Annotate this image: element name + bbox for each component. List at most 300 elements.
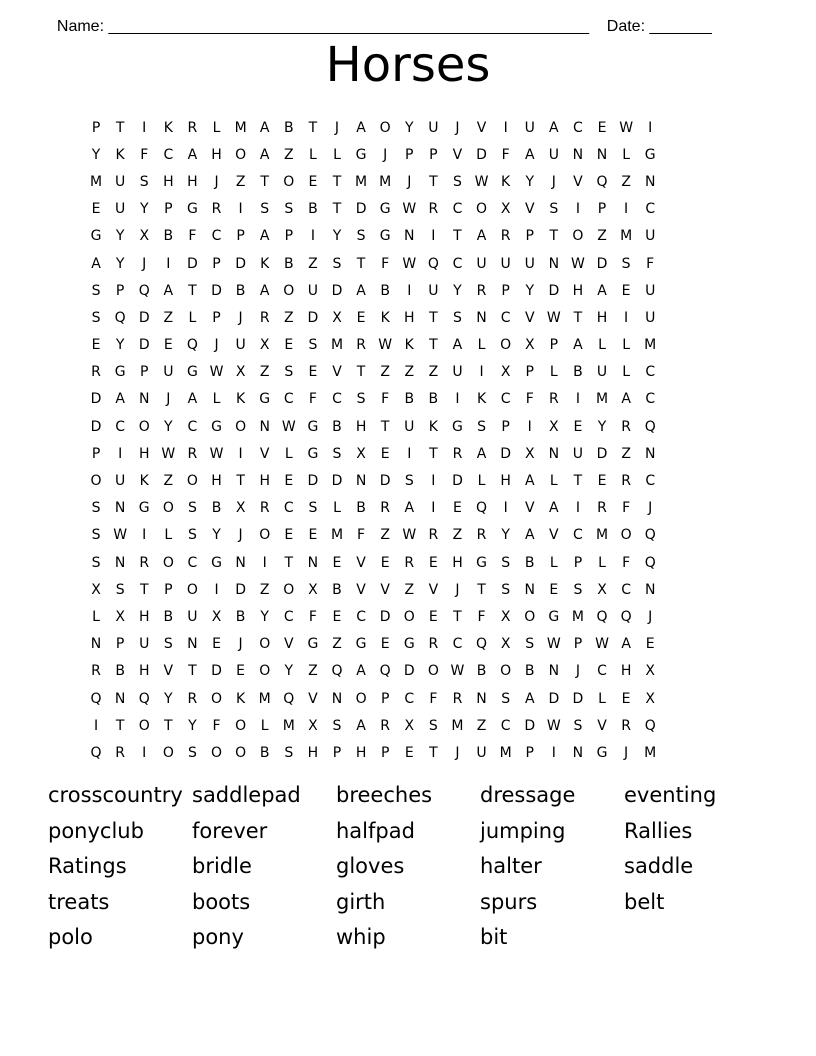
grid-letter: W (546, 636, 561, 653)
grid-letter: U (428, 282, 439, 299)
grid-letter: F (188, 228, 197, 245)
grid-letter: C (283, 391, 294, 408)
grid-letter: I (575, 391, 580, 408)
grid-letter: W (474, 173, 489, 190)
grid-letter: Z (621, 445, 631, 462)
grid-letter: G (259, 391, 271, 408)
grid-letter: J (407, 173, 412, 190)
grid-letter: Q (90, 690, 102, 707)
grid-letter: S (332, 445, 342, 462)
grid-letter: T (573, 473, 583, 490)
grid-letter: D (138, 309, 150, 326)
grid-letter: S (501, 581, 511, 598)
word-bank-item: pony (192, 925, 244, 950)
grid-letter: A (452, 337, 463, 354)
grid-letter: P (501, 418, 510, 435)
grid-letter: I (551, 744, 556, 761)
grid-letter: M (571, 608, 584, 625)
grid-letter: Y (260, 608, 269, 625)
grid-letter: F (308, 391, 317, 408)
grid-letter: Q (644, 717, 656, 734)
grid-letter: A (621, 391, 631, 408)
grid-letter: O (162, 744, 174, 761)
grid-letter: D (307, 473, 319, 490)
grid-letter: D (235, 255, 246, 272)
grid-letter: T (284, 554, 294, 571)
grid-letter: V (380, 581, 390, 598)
grid-letter: L (549, 473, 558, 490)
grid-letter: Q (379, 663, 391, 680)
grid-letter: H (452, 554, 463, 571)
grid-letter: N (404, 228, 415, 245)
grid-letter: K (404, 337, 414, 354)
grid-letter: L (598, 554, 606, 571)
word-bank-item: crosscountry (48, 783, 183, 807)
grid-row (84, 440, 735, 467)
grid-letter: C (115, 418, 126, 435)
word-bank-item: eventing (624, 783, 717, 807)
grid-letter: A (476, 445, 487, 462)
grid-letter: B (115, 663, 125, 680)
grid-row (84, 576, 735, 603)
grid-letter: O (211, 744, 223, 761)
grid-letter: N (572, 146, 584, 163)
grid-letter: H (259, 473, 270, 490)
grid-letter: L (188, 309, 197, 326)
grid-letter: I (310, 228, 315, 245)
grid-letter: I (118, 445, 123, 462)
grid-letter: Y (164, 690, 173, 707)
grid-letter: E (453, 500, 462, 517)
grid-letter: S (260, 201, 270, 218)
grid-row (84, 277, 735, 304)
grid-letter: I (527, 418, 532, 435)
grid-letter: U (524, 255, 535, 272)
grid-letter: L (598, 337, 606, 354)
grid-letter: Y (115, 255, 125, 272)
grid-letter: U (139, 636, 150, 653)
grid-letter: J (238, 527, 243, 544)
grid-letter: G (355, 146, 367, 163)
grid-letter: R (187, 445, 198, 462)
grid-letter: U (307, 282, 319, 299)
grid-letter: V (284, 636, 294, 653)
grid-letter: Q (138, 282, 150, 299)
grid-letter: P (380, 744, 390, 761)
grid-letter: S (525, 636, 535, 653)
grid-letter: Z (597, 228, 607, 245)
grid-row (84, 359, 735, 386)
word-bank-item: Ratings (48, 854, 127, 879)
grid-letter: M (451, 717, 464, 734)
grid-letter: E (356, 309, 366, 326)
grid-letter: A (524, 527, 535, 544)
word-bank-item: dressage (480, 783, 576, 807)
grid-letter: O (162, 500, 174, 517)
grid-letter: Z (308, 255, 318, 272)
grid-letter: Z (235, 173, 246, 190)
grid-letter: M (330, 527, 344, 544)
grid-letter: G (186, 364, 198, 381)
grid-letter: L (333, 146, 341, 163)
grid-letter: R (91, 364, 101, 381)
grid-letter: O (403, 608, 415, 625)
grid-letter: S (549, 201, 559, 218)
grid-letter: Y (188, 717, 197, 734)
grid-letter: Y (525, 173, 535, 190)
grid-letter: P (164, 201, 173, 218)
grid-letter: W (402, 527, 417, 544)
grid-letter: N (644, 173, 656, 190)
grid-letter: C (621, 581, 631, 598)
grid-letter: R (380, 500, 391, 517)
grid-letter: A (259, 282, 270, 299)
grid-letter: J (624, 744, 629, 761)
grid-letter: N (114, 690, 126, 707)
grid-letter: Y (164, 418, 173, 435)
grid-letter: P (573, 554, 583, 571)
grid-letter: R (259, 309, 270, 326)
grid-letter: L (477, 473, 486, 490)
grid-letter: B (163, 608, 174, 625)
grid-letter: S (91, 554, 101, 571)
grid-letter: S (501, 554, 511, 571)
grid-letter: J (648, 500, 653, 517)
grid-letter: B (476, 663, 487, 680)
grid-letter: C (187, 418, 198, 435)
grid-letter: H (404, 309, 415, 326)
grid-letter: B (283, 119, 294, 136)
grid-letter: U (596, 364, 608, 381)
grid-letter: S (308, 337, 318, 354)
grid-letter: R (356, 337, 366, 354)
grid-letter: N (548, 255, 560, 272)
grid-letter: T (188, 663, 197, 680)
grid-letter: J (455, 744, 460, 761)
grid-letter: F (140, 146, 149, 163)
grid-letter: G (379, 201, 391, 218)
grid-letter: Q (90, 744, 102, 761)
grid-letter: S (573, 717, 583, 734)
grid-letter: P (429, 146, 438, 163)
grid-letter: O (259, 527, 271, 544)
grid-letter: S (284, 201, 294, 218)
grid-letter: L (549, 364, 558, 381)
grid-letter: S (453, 309, 462, 326)
grid-letter: I (93, 717, 99, 734)
grid-letter: R (211, 201, 222, 218)
grid-letter: C (645, 201, 656, 218)
grid-letter: B (211, 500, 222, 517)
grid-letter: O (235, 717, 247, 734)
grid-row (84, 196, 735, 223)
grid-letter: Y (91, 146, 101, 163)
grid-letter: Z (404, 364, 415, 381)
word-bank-item: girth (336, 889, 386, 914)
grid-letter: J (214, 173, 219, 190)
grid-letter: C (283, 608, 294, 625)
grid-letter: P (212, 309, 221, 326)
grid-letter: V (549, 527, 559, 544)
grid-letter: R (259, 500, 270, 517)
grid-letter: S (139, 173, 149, 190)
grid-letter: Y (115, 228, 125, 245)
grid-letter: C (573, 527, 583, 544)
grid-letter: U (645, 228, 656, 245)
grid-letter: N (476, 309, 487, 326)
grid-letter: G (644, 146, 656, 163)
grid-letter: U (115, 201, 126, 218)
grid-letter: D (211, 663, 222, 680)
grid-letter: V (452, 146, 463, 163)
word-bank-item: gloves (336, 854, 405, 879)
grid-letter: X (549, 418, 559, 435)
grid-letter: L (212, 119, 221, 136)
grid-letter: N (187, 636, 198, 653)
grid-letter: Q (644, 554, 656, 571)
grid-letter: O (476, 201, 488, 218)
grid-letter: F (357, 527, 366, 544)
grid-letter: T (429, 445, 438, 462)
grid-letter: B (404, 391, 415, 408)
grid-letter: C (452, 636, 463, 653)
grid-letter: X (115, 608, 125, 625)
grid-letter: F (525, 391, 534, 408)
grid-letter: H (307, 744, 319, 761)
grid-letter: O (90, 473, 102, 490)
grid-letter: A (115, 391, 125, 408)
grid-letter: M (330, 337, 344, 354)
grid-letter: H (187, 173, 198, 190)
grid-letter: W (161, 445, 176, 462)
grid-letter: R (115, 744, 125, 761)
grid-letter: P (284, 228, 294, 245)
grid-letter: R (476, 527, 487, 544)
grid-letter: O (162, 554, 174, 571)
grid-letter: X (500, 201, 511, 218)
grid-letter: N (138, 391, 150, 408)
grid-letter: Z (428, 364, 439, 381)
grid-letter: O (259, 636, 271, 653)
grid-letter: E (428, 554, 438, 571)
grid-letter: Z (404, 581, 415, 598)
grid-letter: R (597, 500, 607, 517)
grid-letter: I (648, 119, 653, 136)
grid-letter: P (164, 581, 173, 598)
grid-letter: E (236, 663, 246, 680)
grid-letter: S (501, 690, 511, 707)
grid-row (84, 332, 735, 359)
grid-letter: J (455, 119, 460, 136)
grid-letter: Z (284, 309, 294, 326)
grid-row (84, 549, 735, 576)
grid-letter: J (238, 636, 243, 653)
grid-letter: O (283, 282, 295, 299)
grid-letter: G (90, 228, 102, 245)
grid-letter: O (235, 418, 247, 435)
grid-letter: T (573, 309, 583, 326)
grid-letter: Q (186, 337, 198, 354)
grid-letter: S (453, 173, 462, 190)
grid-letter: E (428, 608, 438, 625)
grid-letter: P (405, 146, 414, 163)
grid-letter: H (500, 473, 511, 490)
grid-letter: X (259, 337, 270, 354)
grid-letter: N (307, 554, 319, 571)
grid-letter: M (644, 337, 657, 354)
grid-letter: U (645, 309, 656, 326)
grid-letter: A (524, 690, 535, 707)
grid-letter: C (187, 554, 198, 571)
grid-letter: D (596, 445, 608, 462)
grid-letter: R (476, 282, 487, 299)
grid-letter: U (645, 282, 656, 299)
grid-letter: D (235, 581, 246, 598)
grid-letter: E (308, 173, 318, 190)
grid-letter: Q (620, 608, 632, 625)
grid-letter: L (164, 527, 173, 544)
header (48, 0, 712, 36)
grid-letter: T (115, 119, 125, 136)
grid-letter: V (524, 500, 535, 517)
grid-letter: H (138, 608, 150, 625)
word-bank-item: whip (336, 925, 386, 950)
grid-letter: D (90, 418, 102, 435)
word-bank-item: saddlepad (192, 783, 301, 807)
grid-letter: A (356, 663, 366, 680)
grid-letter: A (187, 391, 198, 408)
grid-letter: A (524, 473, 535, 490)
word-bank-item: ponyclub (48, 818, 144, 843)
grid-letter: O (500, 337, 512, 354)
grid-letter: U (524, 119, 535, 136)
grid-letter: U (404, 418, 415, 435)
grid-letter: D (90, 391, 102, 408)
grid-letter: G (307, 418, 319, 435)
grid-letter: M (379, 173, 392, 190)
grid-letter: D (596, 255, 608, 272)
grid-letter: Q (644, 527, 656, 544)
grid-letter: G (379, 228, 391, 245)
grid-letter: Q (283, 690, 295, 707)
grid-letter: Y (284, 663, 294, 680)
name-field: Name: ______________________________________________________ (56, 18, 589, 35)
grid-letter: O (235, 744, 247, 761)
grid-row (84, 712, 735, 739)
grid-letter: L (333, 500, 341, 517)
grid-letter: S (308, 500, 318, 517)
grid-letter: R (452, 445, 463, 462)
grid-letter: C (500, 391, 511, 408)
grid-letter: D (331, 282, 343, 299)
grid-letter: Y (501, 527, 510, 544)
grid-letter: V (476, 119, 487, 136)
grid-letter: O (186, 473, 198, 490)
grid-letter: P (501, 282, 510, 299)
grid-letter: V (259, 445, 270, 462)
grid-letter: M (355, 173, 368, 190)
grid-letter: N (355, 473, 367, 490)
grid-letter: F (381, 391, 390, 408)
date-field: Date: _______ (606, 18, 712, 35)
grid-letter: N (114, 554, 126, 571)
grid-letter: C (452, 201, 463, 218)
grid-letter: L (92, 608, 100, 625)
grid-letter: A (573, 337, 583, 354)
grid-letter: H (138, 445, 150, 462)
grid-letter: O (259, 663, 271, 680)
grid-letter: J (334, 119, 340, 136)
grid-letter: P (115, 636, 125, 653)
grid-letter: A (187, 146, 198, 163)
grid-letter: B (524, 554, 535, 571)
grid-letter: P (597, 201, 607, 218)
grid-letter: O (620, 527, 632, 544)
word-bank-item: boots (192, 889, 251, 914)
grid-letter: P (380, 690, 390, 707)
grid-letter: T (332, 173, 342, 190)
grid-letter: E (163, 337, 173, 354)
grid-letter: A (549, 500, 559, 517)
grid-letter: S (115, 581, 125, 598)
word-bank-item: halter (480, 854, 542, 879)
grid-letter: D (572, 690, 584, 707)
grid-letter: G (114, 364, 126, 381)
grid-letter: U (428, 119, 439, 136)
grid-letter: T (188, 282, 197, 299)
grid-letter: B (380, 282, 390, 299)
grid-letter: C (211, 228, 222, 245)
grid-letter: V (163, 663, 174, 680)
grid-letter: V (524, 309, 535, 326)
grid-letter: S (91, 500, 101, 517)
grid-letter: G (452, 418, 463, 435)
grid-letter: K (236, 391, 246, 408)
grid-letter: B (283, 255, 294, 272)
grid-letter: I (455, 391, 460, 408)
grid-letter: E (549, 581, 559, 598)
grid-letter: T (332, 201, 342, 218)
grid-letter: B (235, 282, 246, 299)
grid-letter: U (115, 473, 126, 490)
grid-letter: I (142, 744, 147, 761)
grid-letter: T (115, 717, 125, 734)
grid-letter: S (477, 418, 486, 435)
grid-letter: D (307, 309, 319, 326)
grid-letter: D (500, 445, 512, 462)
grid-letter: A (549, 119, 559, 136)
grid-letter: X (500, 608, 511, 625)
grid-letter: Q (596, 608, 608, 625)
grid-letter: P (91, 119, 101, 136)
grid-letter: I (503, 119, 508, 136)
grid-letter: G (548, 608, 560, 625)
grid-letter: T (429, 309, 438, 326)
grid-letter: R (500, 228, 511, 245)
grid-letter: C (163, 146, 174, 163)
grid-letter: Q (596, 173, 608, 190)
grid-letter: G (211, 554, 222, 571)
grid-letter: S (187, 744, 197, 761)
grid-letter: C (500, 309, 511, 326)
grid-letter: Z (476, 717, 487, 734)
grid-letter: E (573, 418, 583, 435)
grid-letter: W (378, 337, 393, 354)
grid-letter: J (455, 581, 460, 598)
grid-letter: R (621, 418, 631, 435)
grid-letter: N (259, 418, 270, 435)
grid-letter: X (235, 364, 246, 381)
